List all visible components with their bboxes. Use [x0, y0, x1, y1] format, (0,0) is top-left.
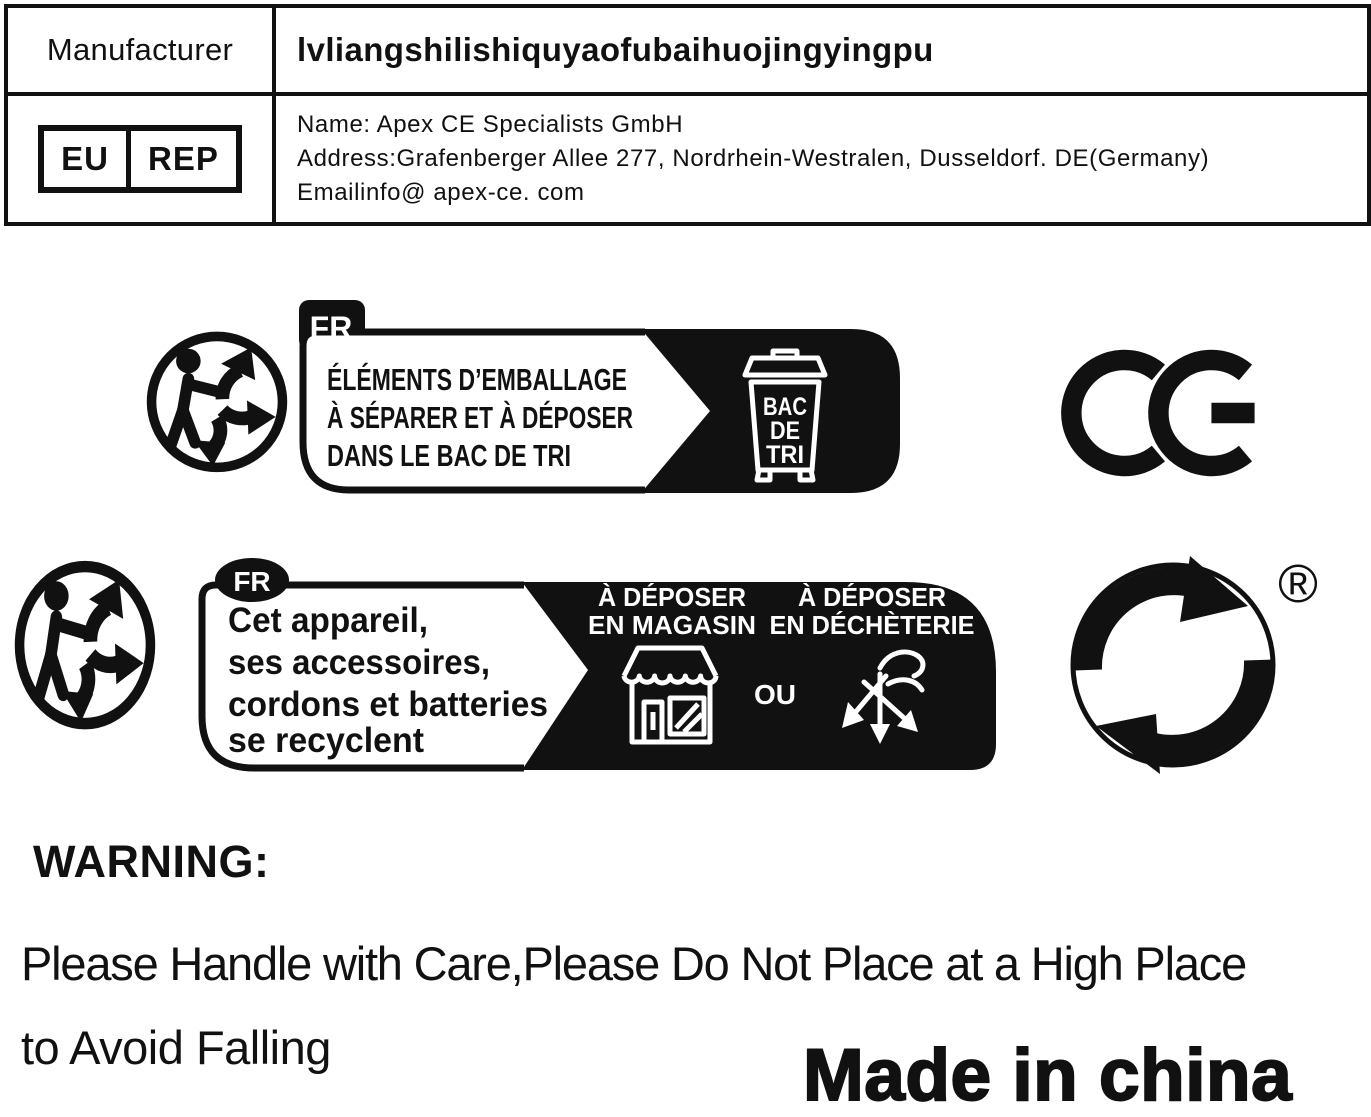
- eu-rep-badge: [38, 125, 242, 193]
- representative-email: Emailinfo@ apex-ce. com: [297, 179, 585, 206]
- dump-caption-line: EN DÉCHÈTERIE: [769, 610, 975, 640]
- store-caption-line: À DÉPOSER: [598, 582, 747, 612]
- ce-mark-icon: [1060, 336, 1272, 490]
- eu-rep-badge-rep: REP: [147, 140, 219, 177]
- device-label-line: se recyclent: [228, 721, 425, 760]
- warning-line-1: Please Handle with Care,Please Do Not Place at a High Place: [21, 937, 1247, 990]
- device-label-line: Cet appareil,: [228, 601, 428, 640]
- representative-cell: [276, 96, 1367, 222]
- packaging-label-line: À SÉPARER ET À DÉPOSER: [327, 400, 633, 435]
- warning-line-2: to Avoid Falling: [21, 1021, 331, 1074]
- device-label-line: cordons et batteries: [228, 685, 548, 724]
- table-row: [8, 96, 1367, 222]
- triman-icon: [142, 328, 292, 484]
- device-recycling-label: [190, 552, 1004, 778]
- representative-name: Name: Apex CE Specialists GmbH: [297, 111, 684, 138]
- triman-icon: [10, 560, 160, 740]
- eu-rep-badge-eu: EU: [44, 131, 131, 187]
- table-row: [8, 8, 1367, 96]
- manufacturer-label: Manufacturer: [46, 32, 234, 67]
- or-text: OU: [754, 679, 796, 710]
- packaging-label-line: ÉLÉMENTS D’EMBALLAGE: [327, 362, 627, 397]
- manufacturer-label-cell: [8, 8, 276, 92]
- packaging-sorting-label: [293, 298, 905, 504]
- packaging-label-line: DANS LE BAC DE TRI: [327, 438, 571, 473]
- made-in-label: Made in china: [803, 1035, 1293, 1116]
- dump-caption-line: À DÉPOSER: [798, 582, 947, 612]
- manufacturer-value-cell: [276, 8, 1367, 92]
- green-dot-icon: [1062, 548, 1324, 780]
- fr-pill-label: FR: [233, 566, 271, 597]
- manufacturer-value: lvliangshilishiquyaofubaihuojingyingpu: [297, 31, 934, 68]
- warning-title: WARNING:: [33, 836, 270, 887]
- fr-tab-label: FR: [309, 310, 353, 346]
- manufacturer-table: [4, 4, 1371, 226]
- registered-icon: ®: [1278, 554, 1318, 614]
- representative-address: Address:Grafenberger Allee 277, Nordrhein-Westralen, Dusseldorf. DE(Germany): [297, 145, 1210, 172]
- bin-text-line: DE: [770, 417, 800, 445]
- bin-text-line: BAC: [763, 393, 807, 421]
- store-caption-line: EN MAGASIN: [588, 610, 756, 640]
- bin-text-line: TRI: [766, 441, 804, 469]
- eu-rep-cell: [8, 96, 276, 222]
- device-label-line: ses accessoires,: [228, 643, 490, 682]
